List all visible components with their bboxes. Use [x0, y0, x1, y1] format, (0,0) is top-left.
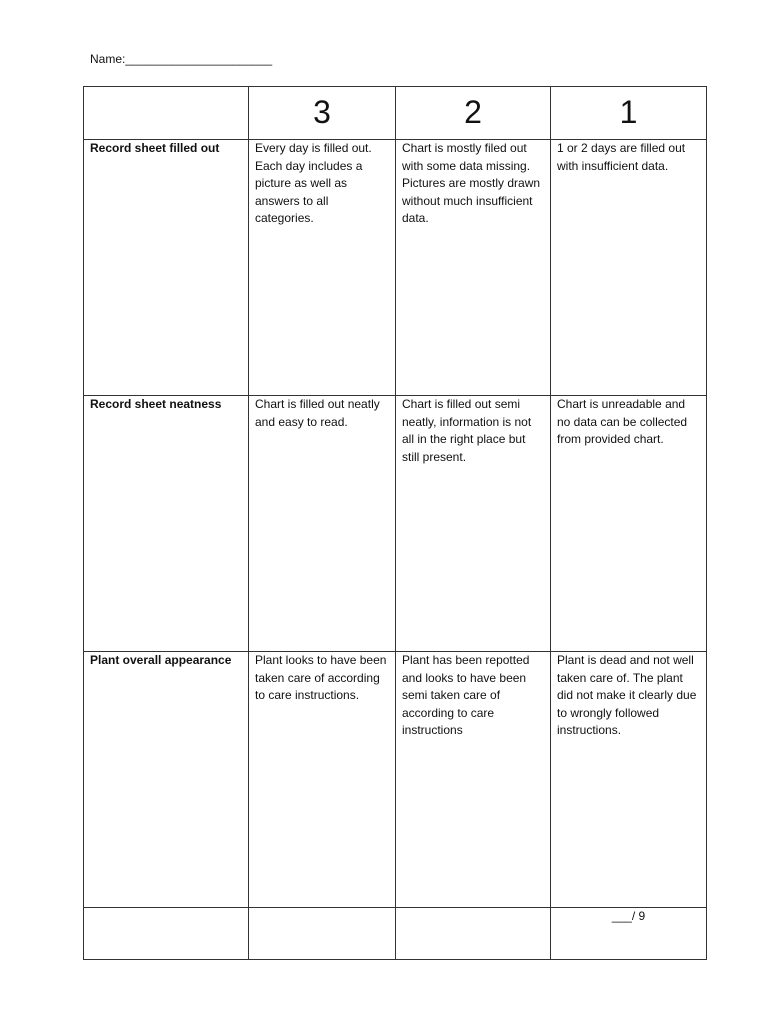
- descriptor-text: 1 or 2 days are filled out with insufficient data.: [557, 141, 686, 173]
- descriptor-text: Chart is filled out neatly and easy to read.: [255, 397, 380, 429]
- criterion-label: Plant overall appearance: [90, 653, 232, 667]
- descriptor-cell: [396, 652, 551, 908]
- descriptor-cell: [249, 652, 396, 908]
- score-header-2: 2: [396, 87, 551, 140]
- total-row: [84, 908, 707, 960]
- total-blank-cell: [396, 908, 551, 960]
- criterion-label: Record sheet neatness: [90, 397, 222, 411]
- descriptor-text: Chart is mostly filed out with some data missing. Pictures are mostly drawn without much insufficient data.: [402, 141, 541, 225]
- descriptor-cell: [551, 396, 707, 652]
- descriptor-cell: [396, 396, 551, 652]
- rubric-table: [83, 86, 707, 960]
- criterion-label: Record sheet filled out: [90, 141, 220, 155]
- descriptor-text: Chart is unreadable and no data can be collected from provided chart.: [557, 397, 688, 446]
- criterion-cell: [84, 652, 249, 908]
- descriptor-cell: [249, 396, 396, 652]
- name-field-label: Name:______________________: [90, 52, 273, 66]
- descriptor-cell: [249, 140, 396, 396]
- descriptor-text: Plant looks to have been taken care of according to care instructions.: [255, 653, 387, 702]
- rubric-row-record-sheet-filled: [84, 140, 707, 396]
- total-blank-cell: [84, 908, 249, 960]
- criterion-cell: [84, 396, 249, 652]
- score-header-1: 1: [551, 87, 707, 140]
- rubric-row-plant-appearance: [84, 652, 707, 908]
- descriptor-cell: [396, 140, 551, 396]
- criterion-cell: [84, 140, 249, 396]
- header-blank-cell: [84, 87, 249, 140]
- rubric-row-record-sheet-neatness: [84, 396, 707, 652]
- total-score: ___/ 9: [551, 908, 707, 960]
- descriptor-cell: [551, 140, 707, 396]
- score-header-3: 3: [249, 87, 396, 140]
- total-blank-cell: [249, 908, 396, 960]
- score-header-row: [84, 87, 707, 140]
- descriptor-text: Chart is filled out semi neatly, information is not all in the right place but still present.: [402, 397, 532, 464]
- descriptor-text: Every day is filled out. Each day includes a picture as well as answers to all categories.: [255, 141, 372, 225]
- descriptor-text: Plant is dead and not well taken care of. The plant did not make it clearly due to wrongly followed instructions.: [557, 653, 697, 737]
- descriptor-cell: [551, 652, 707, 908]
- descriptor-text: Plant has been repotted and looks to have been semi taken care of according to care instructions: [402, 653, 530, 737]
